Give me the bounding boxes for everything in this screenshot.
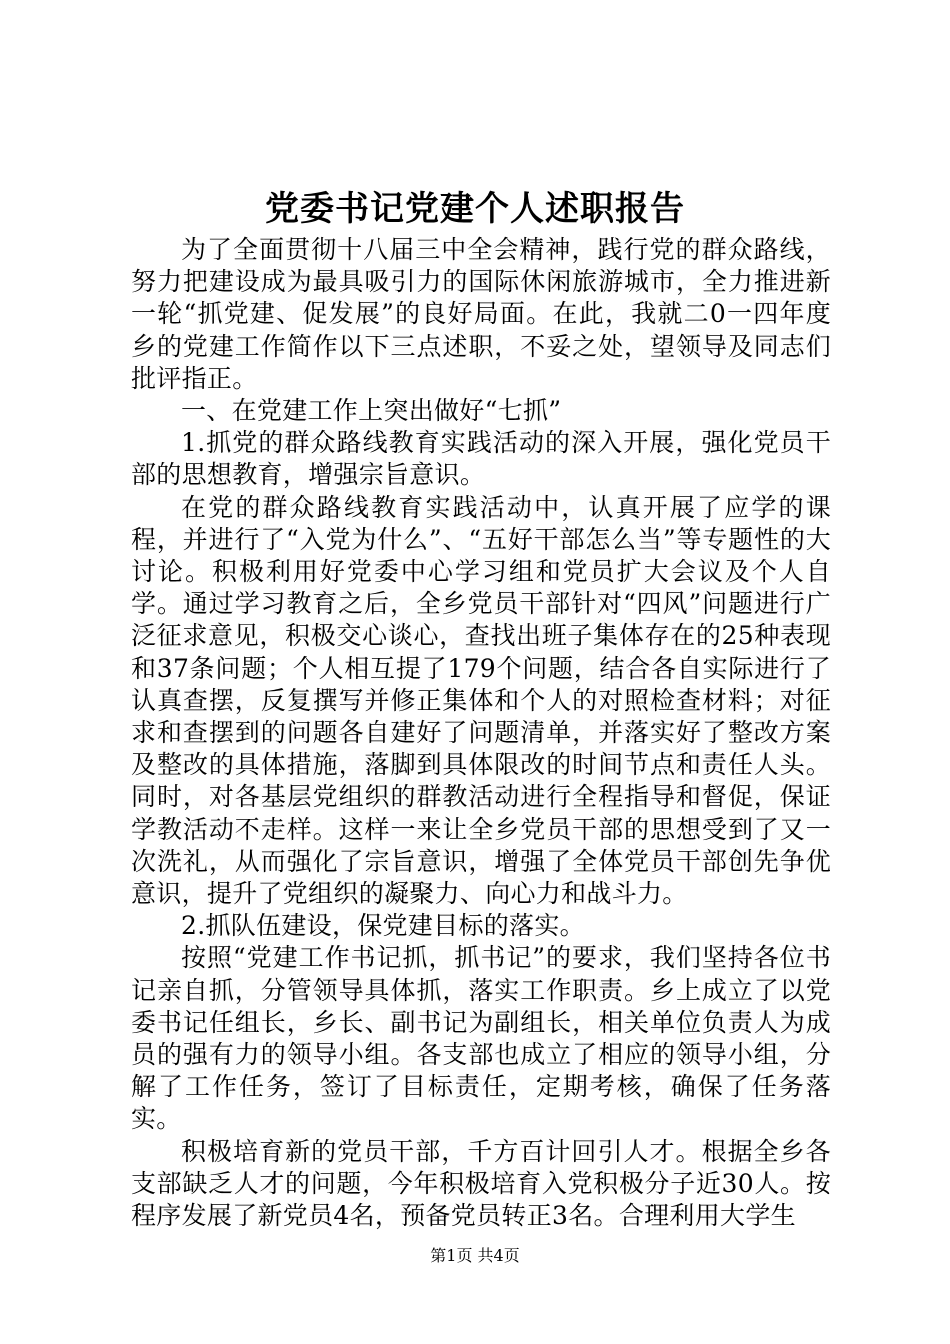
- section-heading-1: 一、在党建工作上突出做好“七抓”: [181, 396, 562, 426]
- document-title: 党委书记党建个人述职报告: [265, 189, 685, 229]
- page-footer: 第1页 共4页: [430, 1246, 520, 1265]
- paragraph-education: 在党的群众路线教育实践活动中，认真开展了应学的课程，并进行了“入党为什么”、“五好干部怎么当”等专题性的大讨论。积极利用好党委中心学习组和党员扩大会议及个人自学。通过学习教育之后，全乡党员干部针对“四风”问题进行广泛征求意见，积极交心谈心，查找出班子集体存在的25种表现和37条问题；个人相互提了179个问题，结合各自实际进行了认真查摆，反复撰写并修正集体和个人的对照检查材料；对征求和查摆到的问题各自建好了问题清单，并落实好了整改方案及整改的具体措施，落脚到具体限改的时间节点和责任人头。同时，对各基层党组织的群教活动进行全程指导和督促，保证学教活动不走样。这样一来让全乡党员干部的思想受到了又一次洗礼，从而强化了宗旨意识，增强了全体党员干部创先争优意识，提升了党组织的凝聚力、向心力和战斗力。: [131, 492, 831, 909]
- paragraph-team-building: 按照“党建工作书记抓，抓书记”的要求，我们坚持各位书记亲自抓，分管领导具体抓，落实工作职责。乡上成立了以党委书记任组长，乡长、副书记为副组长，相关单位负责人为成员的强有力的领导小组。各支部也成立了相应的领导小组，分解了工作任务，签订了目标责任，定期考核，确保了任务落实。: [131, 943, 831, 1134]
- subheading-2: 2.抓队伍建设，保党建目标的落实。: [181, 911, 585, 941]
- subheading-1: 1.抓党的群众路线教育实践活动的深入开展，强化党员干部的思想教育，增强宗旨意识。: [131, 428, 831, 490]
- paragraph-talent: 积极培育新的党员干部，千方百计回引人才。根据全乡各支部缺乏人才的问题，今年积极培育入党积极分子近30人。按程序发展了新党员4名，预备党员转正3名。合理利用大学生: [131, 1136, 831, 1231]
- paragraph-intro: 为了全面贯彻十八届三中全会精神，践行党的群众路线，努力把建设成为最具吸引力的国际休闲旅游城市，全力推进新一轮“抓党建、促发展”的良好局面。在此，我就二0一四年度乡的党建工作简作以下三点述职，不妥之处，望领导及同志们批评指正。: [131, 235, 831, 393]
- document-body: [131, 234, 831, 1232]
